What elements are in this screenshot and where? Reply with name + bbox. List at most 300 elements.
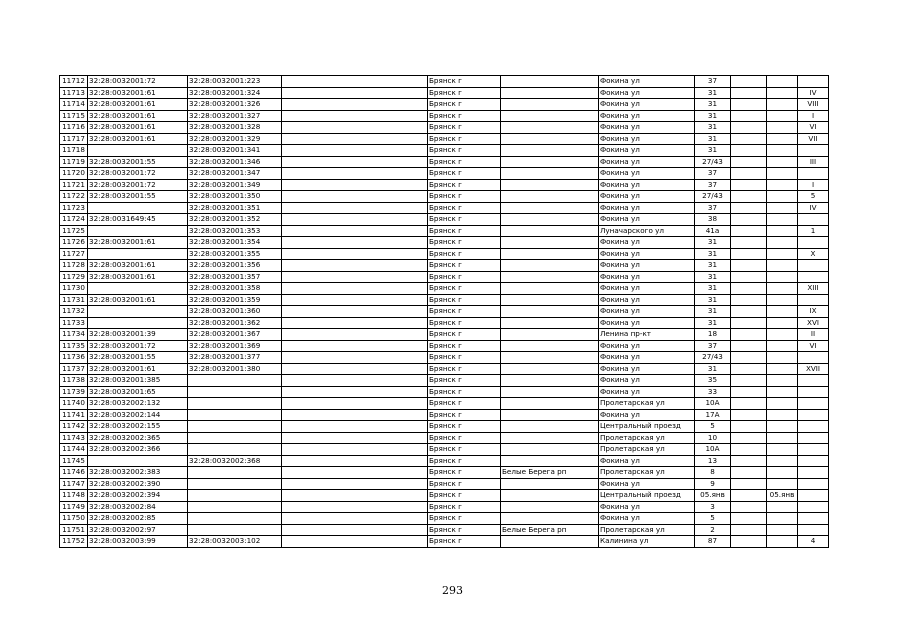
table-row [60,432,829,444]
cell-settlement [501,306,599,318]
cell-house: 05.янв [695,490,731,502]
cell-apartment-alt [767,444,798,456]
cell-settlement [501,375,599,387]
cell-parent-cadastral-number: 32:28:0032002:155 [88,421,188,433]
cell-room [798,490,829,502]
cell-cadastral-number: 32:28:0032001:369 [188,340,282,352]
cell-city: Брянск г [428,87,501,99]
cell-settlement [501,513,599,525]
cell-settlement [501,133,599,145]
cell-parent-cadastral-number: 32:28:0032001:61 [88,122,188,134]
cell-room [798,513,829,525]
cell-room [798,432,829,444]
cell-parent-cadastral-number [88,248,188,260]
cell-settlement [501,432,599,444]
cell-settlement [501,214,599,226]
cell-settlement [501,76,599,88]
table-row [60,110,829,122]
table-row [60,156,829,168]
cell-room [798,467,829,479]
cell-house: 37 [695,76,731,88]
cell-room: I [798,110,829,122]
cell-building [731,363,767,375]
cell-room: IX [798,306,829,318]
cell-cadastral-number [188,524,282,536]
cell-cadastral-number: 32:28:0032001:353 [188,225,282,237]
cell-settlement [501,283,599,295]
cell-settlement [501,329,599,341]
cell-apartment-alt [767,260,798,272]
cell-street: Фокина ул [599,179,695,191]
cell-room: VI [798,122,829,134]
cell-street: Фокина ул [599,271,695,283]
cell-cadastral-number [188,409,282,421]
cell-apartment-alt [767,455,798,467]
cell-parent-cadastral-number: 32:28:0032002:144 [88,409,188,421]
cell-settlement [501,501,599,513]
cell-cadastral-number [188,386,282,398]
cell-row-number: 11731 [60,294,88,306]
cell-apartment-alt: 05.янв [767,490,798,502]
cell-blank [282,202,428,214]
table-row [60,398,829,410]
cell-cadastral-number: 32:28:0032001:367 [188,329,282,341]
cell-apartment-alt [767,248,798,260]
cell-street: Фокина ул [599,237,695,249]
cell-building [731,306,767,318]
cell-house: 31 [695,110,731,122]
cell-parent-cadastral-number: 32:28:0032002:394 [88,490,188,502]
cell-blank [282,110,428,122]
cell-row-number: 11737 [60,363,88,375]
cell-building [731,202,767,214]
cell-apartment-alt [767,352,798,364]
cell-row-number: 11751 [60,524,88,536]
cell-parent-cadastral-number: 32:28:0032001:61 [88,271,188,283]
cell-building [731,536,767,548]
table-row [60,87,829,99]
cell-city: Брянск г [428,99,501,111]
cell-cadastral-number: 32:28:0032001:356 [188,260,282,272]
cell-room: X [798,248,829,260]
cell-apartment-alt [767,409,798,421]
cell-row-number: 11714 [60,99,88,111]
cell-parent-cadastral-number: 32:28:0032002:383 [88,467,188,479]
cell-house: 27/43 [695,156,731,168]
cell-city: Брянск г [428,432,501,444]
cell-building [731,421,767,433]
table-row [60,375,829,387]
cell-house: 31 [695,271,731,283]
cell-row-number: 11727 [60,248,88,260]
cell-settlement [501,99,599,111]
cell-row-number: 11735 [60,340,88,352]
cell-room: VIII [798,99,829,111]
cell-room [798,386,829,398]
cell-cadastral-number: 32:28:0032001:324 [188,87,282,99]
cell-city: Брянск г [428,191,501,203]
cell-street: Фокина ул [599,168,695,180]
cell-room [798,168,829,180]
cell-street: Пролетарская ул [599,432,695,444]
cell-apartment-alt [767,294,798,306]
cell-blank [282,294,428,306]
cell-parent-cadastral-number: 32:28:0032001:65 [88,386,188,398]
cell-street: Пролетарская ул [599,467,695,479]
cell-street: Фокина ул [599,352,695,364]
cell-house: 31 [695,122,731,134]
cell-settlement [501,536,599,548]
cell-parent-cadastral-number: 32:28:0032001:61 [88,87,188,99]
cell-settlement: Белые Берега рп [501,524,599,536]
cell-city: Брянск г [428,122,501,134]
cell-apartment-alt [767,306,798,318]
cell-building [731,352,767,364]
cell-settlement [501,478,599,490]
cell-city: Брянск г [428,237,501,249]
table-row [60,409,829,421]
table-row [60,317,829,329]
cell-row-number: 11723 [60,202,88,214]
cell-row-number: 11734 [60,329,88,341]
cell-cadastral-number: 32:28:0032001:360 [188,306,282,318]
cell-building [731,490,767,502]
table-row [60,260,829,272]
cell-city: Брянск г [428,76,501,88]
cell-row-number: 11736 [60,352,88,364]
cell-building [731,145,767,157]
cell-street: Луначарского ул [599,225,695,237]
cell-street: Фокина ул [599,110,695,122]
cell-apartment-alt [767,191,798,203]
cell-city: Брянск г [428,490,501,502]
cell-settlement [501,317,599,329]
cell-cadastral-number: 32:28:0032001:350 [188,191,282,203]
cell-blank [282,317,428,329]
cell-city: Брянск г [428,478,501,490]
cell-cadastral-number: 32:28:0032003:102 [188,536,282,548]
cell-room: XVI [798,317,829,329]
cell-city: Брянск г [428,352,501,364]
table-row [60,122,829,134]
cell-apartment-alt [767,398,798,410]
cell-cadastral-number: 32:28:0032002:368 [188,455,282,467]
cell-house: 10 [695,432,731,444]
cell-house: 31 [695,145,731,157]
cell-row-number: 11748 [60,490,88,502]
cell-apartment-alt [767,386,798,398]
table-row [60,168,829,180]
cell-blank [282,191,428,203]
cell-parent-cadastral-number: 32:28:0032001:55 [88,352,188,364]
cell-house: 5 [695,421,731,433]
cell-cadastral-number: 32:28:0032001:354 [188,237,282,249]
cell-room [798,214,829,226]
cell-building [731,260,767,272]
cell-house: 27/43 [695,191,731,203]
cell-city: Брянск г [428,375,501,387]
table-row [60,513,829,525]
cell-parent-cadastral-number: 32:28:0032001:61 [88,260,188,272]
table-row [60,363,829,375]
cell-apartment-alt [767,145,798,157]
cell-settlement [501,398,599,410]
table-row [60,191,829,203]
table-row [60,283,829,295]
cell-parent-cadastral-number: 32:28:0032003:99 [88,536,188,548]
cell-settlement [501,110,599,122]
cell-row-number: 11725 [60,225,88,237]
cell-house: 5 [695,513,731,525]
cell-city: Брянск г [428,179,501,191]
cell-building [731,478,767,490]
cell-blank [282,145,428,157]
cell-cadastral-number: 32:28:0032001:329 [188,133,282,145]
cell-apartment-alt [767,271,798,283]
cell-room: 4 [798,536,829,548]
cell-blank [282,421,428,433]
cell-room [798,524,829,536]
cell-city: Брянск г [428,294,501,306]
table-row [60,237,829,249]
cell-row-number: 11747 [60,478,88,490]
cell-street: Фокина ул [599,248,695,260]
cell-street: Фокина ул [599,214,695,226]
cell-apartment-alt [767,283,798,295]
cell-cadastral-number [188,375,282,387]
cell-street: Фокина ул [599,363,695,375]
cell-room: XIII [798,283,829,295]
cell-building [731,133,767,145]
cell-house: 37 [695,202,731,214]
cell-street: Фокина ул [599,99,695,111]
cell-street: Фокина ул [599,294,695,306]
table-row [60,421,829,433]
cell-building [731,87,767,99]
cell-parent-cadastral-number: 32:28:0032002:132 [88,398,188,410]
cell-apartment-alt [767,225,798,237]
cell-cadastral-number: 32:28:0032001:352 [188,214,282,226]
cell-building [731,110,767,122]
cell-house: 37 [695,168,731,180]
cell-city: Брянск г [428,260,501,272]
cell-room [798,444,829,456]
cell-parent-cadastral-number: 32:28:0032001:61 [88,237,188,249]
cell-cadastral-number: 32:28:0032001:347 [188,168,282,180]
cell-house: 27/43 [695,352,731,364]
cell-row-number: 11728 [60,260,88,272]
cell-building [731,191,767,203]
cell-blank [282,168,428,180]
cell-cadastral-number: 32:28:0032001:327 [188,110,282,122]
cell-room: II [798,329,829,341]
cell-cadastral-number [188,467,282,479]
cell-blank [282,340,428,352]
cell-parent-cadastral-number [88,202,188,214]
cell-street: Калинина ул [599,536,695,548]
cell-house: 31 [695,363,731,375]
cell-parent-cadastral-number [88,225,188,237]
cell-city: Брянск г [428,110,501,122]
cell-blank [282,87,428,99]
cell-row-number: 11732 [60,306,88,318]
cell-cadastral-number [188,432,282,444]
cell-room [798,375,829,387]
cell-room [798,260,829,272]
cell-blank [282,237,428,249]
cell-row-number: 11729 [60,271,88,283]
cell-apartment-alt [767,513,798,525]
table-row [60,145,829,157]
cell-building [731,214,767,226]
cell-blank [282,432,428,444]
cell-street: Фокина ул [599,202,695,214]
cell-row-number: 11716 [60,122,88,134]
cell-settlement [501,156,599,168]
page-number: 293 [442,584,463,597]
cell-blank [282,386,428,398]
cell-room: I [798,179,829,191]
cell-street: Фокина ул [599,122,695,134]
cell-apartment-alt [767,432,798,444]
cell-blank [282,455,428,467]
cell-settlement [501,340,599,352]
cell-building [731,432,767,444]
cell-settlement [501,225,599,237]
cell-building [731,76,767,88]
table-row [60,179,829,191]
cell-parent-cadastral-number [88,145,188,157]
cell-row-number: 11745 [60,455,88,467]
cell-city: Брянск г [428,340,501,352]
cell-house: 31 [695,283,731,295]
cadastral-register-table [59,75,829,548]
cell-parent-cadastral-number: 32:28:0032001:72 [88,168,188,180]
cell-building [731,455,767,467]
cell-blank [282,352,428,364]
cell-settlement [501,444,599,456]
cell-cadastral-number [188,478,282,490]
cell-house: 8 [695,467,731,479]
table-row [60,386,829,398]
cell-house: 31 [695,248,731,260]
cell-blank [282,306,428,318]
cell-street: Фокина ул [599,409,695,421]
cell-room: 1 [798,225,829,237]
table-row [60,248,829,260]
cell-room: XVII [798,363,829,375]
cell-row-number: 11721 [60,179,88,191]
table-row [60,490,829,502]
cell-building [731,375,767,387]
cell-city: Брянск г [428,363,501,375]
cell-building [731,444,767,456]
cell-apartment-alt [767,329,798,341]
cell-parent-cadastral-number [88,306,188,318]
cell-house: 31 [695,294,731,306]
cell-street: Фокина ул [599,375,695,387]
cell-building [731,179,767,191]
cell-city: Брянск г [428,133,501,145]
cell-house: 31 [695,99,731,111]
cell-street: Фокина ул [599,87,695,99]
cell-settlement [501,421,599,433]
cell-house: 10А [695,398,731,410]
cell-house: 31 [695,317,731,329]
cell-street: Пролетарская ул [599,444,695,456]
cell-apartment-alt [767,467,798,479]
cell-settlement [501,260,599,272]
cell-row-number: 11740 [60,398,88,410]
cell-apartment-alt [767,237,798,249]
cell-row-number: 11746 [60,467,88,479]
table-row [60,524,829,536]
cell-apartment-alt [767,156,798,168]
table-row [60,271,829,283]
cell-city: Брянск г [428,168,501,180]
cell-house: 18 [695,329,731,341]
cell-city: Брянск г [428,421,501,433]
cell-parent-cadastral-number: 32:28:0032002:84 [88,501,188,513]
cell-row-number: 11712 [60,76,88,88]
cell-apartment-alt [767,375,798,387]
cell-cadastral-number [188,398,282,410]
cell-city: Брянск г [428,524,501,536]
cell-blank [282,444,428,456]
table-row [60,214,829,226]
cell-apartment-alt [767,99,798,111]
cell-house: 35 [695,375,731,387]
table-row [60,225,829,237]
cell-settlement [501,409,599,421]
cell-parent-cadastral-number [88,317,188,329]
cell-row-number: 11743 [60,432,88,444]
cell-house: 31 [695,87,731,99]
cell-parent-cadastral-number: 32:28:0032001:72 [88,340,188,352]
cell-house: 31 [695,237,731,249]
cell-row-number: 11718 [60,145,88,157]
cell-apartment-alt [767,179,798,191]
cell-street: Фокина ул [599,76,695,88]
cell-apartment-alt [767,421,798,433]
cell-street: Фокина ул [599,145,695,157]
cell-blank [282,260,428,272]
cell-room: VI [798,340,829,352]
cell-cadastral-number: 32:28:0032001:341 [188,145,282,157]
cell-house: 37 [695,340,731,352]
cell-parent-cadastral-number: 32:28:0032001:61 [88,363,188,375]
cell-building [731,329,767,341]
cell-city: Брянск г [428,501,501,513]
cell-street: Фокина ул [599,260,695,272]
cell-row-number: 11752 [60,536,88,548]
cell-blank [282,179,428,191]
cell-house: 31 [695,133,731,145]
cell-blank [282,225,428,237]
cell-blank [282,363,428,375]
cell-city: Брянск г [428,536,501,548]
table-row [60,340,829,352]
cell-city: Брянск г [428,145,501,157]
cell-blank [282,156,428,168]
cell-building [731,168,767,180]
cell-settlement [501,248,599,260]
cell-room [798,352,829,364]
cell-cadastral-number [188,421,282,433]
cell-building [731,317,767,329]
cell-city: Брянск г [428,455,501,467]
cell-street: Фокина ул [599,501,695,513]
